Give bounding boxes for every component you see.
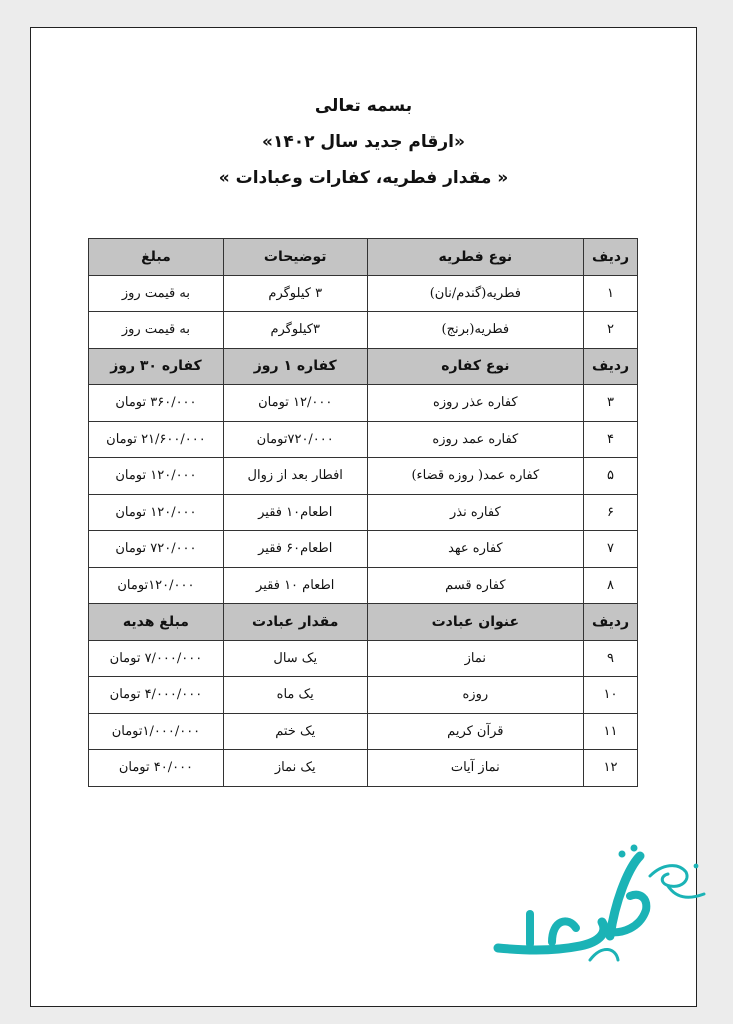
kaffareh-cell-description: اطعام۱۰ فقیر [223, 494, 367, 531]
kaffareh-cell-description: اطعام۶۰ فقیر [223, 531, 367, 568]
table-row [89, 275, 638, 312]
eghtesad-logo-icon [490, 836, 720, 966]
ebadat-cell-type: نماز آیات [367, 750, 583, 787]
fitriyeh-header-type: نوع فطریه [367, 239, 583, 276]
kaffareh-header-row-number: ردیف [584, 348, 638, 385]
ebadat-cell-row-number: ۱۱ [584, 713, 638, 750]
fitriyeh-cell-description: ۳ کیلوگرم [223, 275, 367, 312]
kaffareh-cell-amount: ۷۲۰/۰۰۰ تومان [89, 531, 224, 568]
kaffareh-header-row [89, 348, 638, 385]
kaffareh-cell-description: ۷۲۰/۰۰۰تومان [223, 421, 367, 458]
kaffareh-cell-amount: ۱۲۰/۰۰۰ تومان [89, 458, 224, 495]
table-row [89, 750, 638, 787]
kaffareh-cell-type: کفاره عمد( روزه قضاء) [367, 458, 583, 495]
kaffareh-header-amount: کفاره ۳۰ روز [89, 348, 224, 385]
title-year: «ارقام جدید سال ۱۴۰۲» [262, 132, 465, 152]
kaffareh-cell-row-number: ۶ [584, 494, 638, 531]
kaffareh-cell-amount: ۳۶۰/۰۰۰ تومان [89, 385, 224, 422]
kaffareh-cell-description: اطعام ۱۰ فقیر [223, 567, 367, 604]
kaffareh-header-type: نوع کفاره [367, 348, 583, 385]
ebadat-header-type: عنوان عبادت [367, 604, 583, 641]
kaffareh-cell-row-number: ۸ [584, 567, 638, 604]
table-row [89, 677, 638, 714]
ebadat-cell-row-number: ۱۰ [584, 677, 638, 714]
document-titles [31, 88, 696, 196]
kaffareh-cell-amount: ۱۲۰/۰۰۰تومان [89, 567, 224, 604]
ebadat-cell-description: یک ختم [223, 713, 367, 750]
ebadat-cell-description: یک ماه [223, 677, 367, 714]
ebadat-cell-description: یک نماز [223, 750, 367, 787]
kaffareh-cell-row-number: ۵ [584, 458, 638, 495]
fitriyeh-header-row-number: ردیف [584, 239, 638, 276]
kaffareh-cell-row-number: ۴ [584, 421, 638, 458]
fitriyeh-cell-row-number: ۱ [584, 275, 638, 312]
ebadat-cell-amount: ۴/۰۰۰/۰۰۰ تومان [89, 677, 224, 714]
kaffareh-cell-row-number: ۷ [584, 531, 638, 568]
kaffareh-cell-type: کفاره نذر [367, 494, 583, 531]
ebadat-header-description: مقدار عبادت [223, 604, 367, 641]
ebadat-cell-type: روزه [367, 677, 583, 714]
fitriyeh-cell-type: فطریه(گندم/نان) [367, 275, 583, 312]
ebadat-cell-row-number: ۹ [584, 640, 638, 677]
ebadat-cell-type: قرآن کریم [367, 713, 583, 750]
table-row [89, 312, 638, 349]
ebadat-cell-amount: ۴۰/۰۰۰ تومان [89, 750, 224, 787]
table-row [89, 713, 638, 750]
table-row [89, 567, 638, 604]
fitriyeh-header-amount: مبلغ [89, 239, 224, 276]
table-row [89, 531, 638, 568]
ebadat-header-amount: مبلغ هدیه [89, 604, 224, 641]
table-row [89, 421, 638, 458]
ebadat-cell-type: نماز [367, 640, 583, 677]
kaffareh-cell-type: کفاره عذر روزه [367, 385, 583, 422]
kaffareh-cell-type: کفاره عهد [367, 531, 583, 568]
ebadat-cell-amount: ۷/۰۰۰/۰۰۰ تومان [89, 640, 224, 677]
title-basmala: بسمه تعالی [314, 96, 413, 116]
kaffareh-cell-amount: ۱۲۰/۰۰۰ تومان [89, 494, 224, 531]
fitriyeh-cell-description: ۳کیلوگرم [223, 312, 367, 349]
fitriyeh-header-description: توضیحات [223, 239, 367, 276]
fitriyeh-cell-amount: به قیمت روز [89, 275, 224, 312]
table-row [89, 494, 638, 531]
title-subject: « مقدار فطریه، کفارات وعبادات » [218, 168, 509, 188]
fitriyeh-cell-amount: به قیمت روز [89, 312, 224, 349]
fitriyeh-header-row [89, 239, 638, 276]
ebadat-header-row-number: ردیف [584, 604, 638, 641]
kaffareh-cell-description: ۱۲/۰۰۰ تومان [223, 385, 367, 422]
fitriyeh-cell-row-number: ۲ [584, 312, 638, 349]
kaffareh-cell-row-number: ۳ [584, 385, 638, 422]
kaffareh-cell-description: افطار بعد از زوال [223, 458, 367, 495]
ebadat-cell-row-number: ۱۲ [584, 750, 638, 787]
table-row [89, 458, 638, 495]
table-row [89, 640, 638, 677]
ebadat-cell-amount: ۱/۰۰۰/۰۰۰تومان [89, 713, 224, 750]
fitriyeh-cell-type: فطریه(برنج) [367, 312, 583, 349]
kaffareh-header-description: کفاره ۱ روز [223, 348, 367, 385]
rates-table [88, 238, 638, 787]
ebadat-header-row [89, 604, 638, 641]
kaffareh-cell-amount: ۲۱/۶۰۰/۰۰۰ تومان [89, 421, 224, 458]
table-row [89, 385, 638, 422]
ebadat-cell-description: یک سال [223, 640, 367, 677]
kaffareh-cell-type: کفاره قسم [367, 567, 583, 604]
kaffareh-cell-type: کفاره عمد روزه [367, 421, 583, 458]
